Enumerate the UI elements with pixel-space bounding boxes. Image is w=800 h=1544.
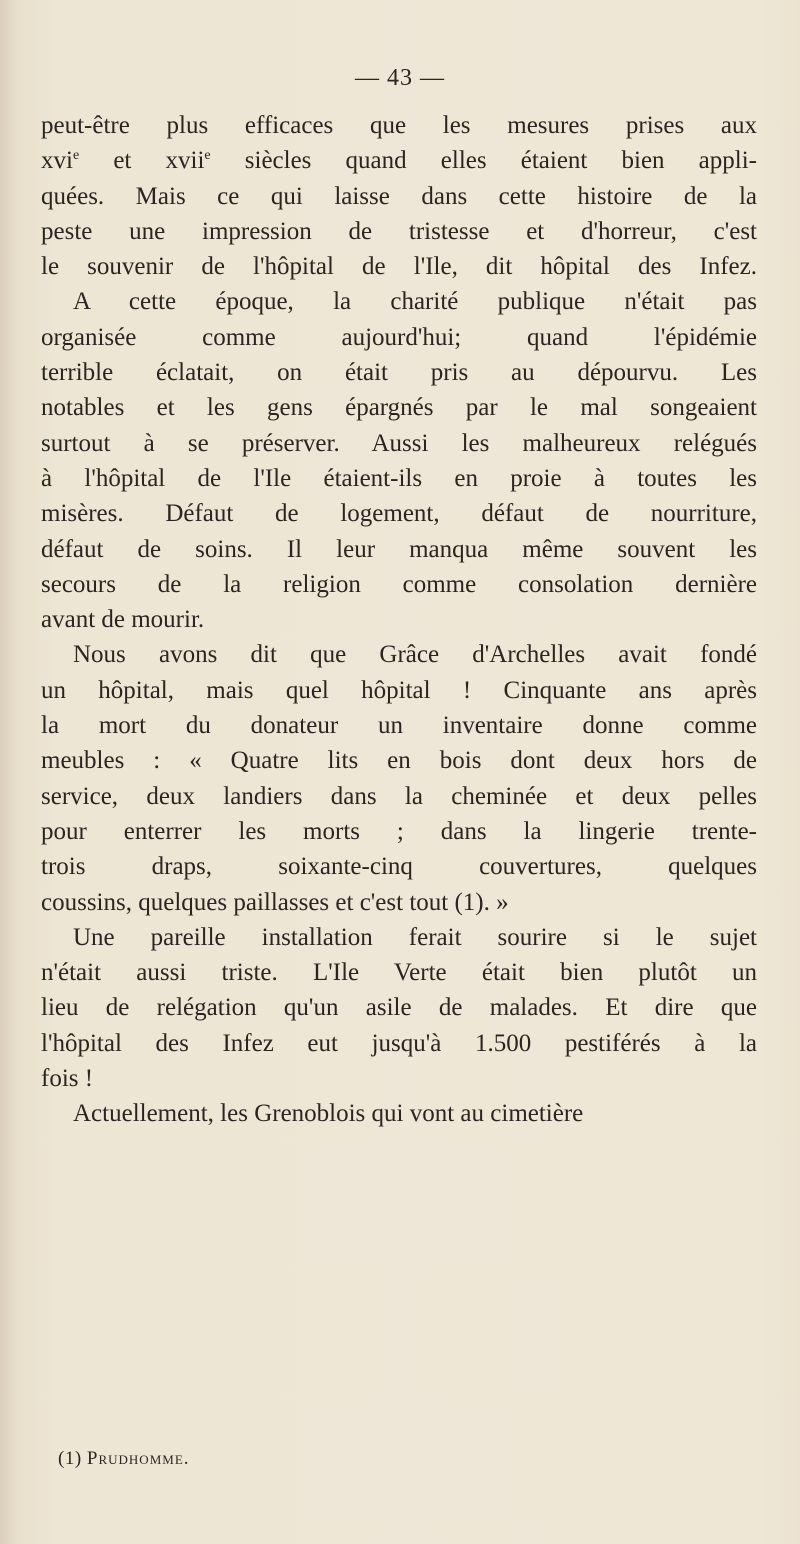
text-line: pour enterrer les morts ; dans la lingerie trente- (41, 817, 757, 845)
text-line: secours de la religion comme consolation dernière (41, 570, 757, 598)
text-line (41, 143, 757, 178)
century-numeral: xvi (41, 147, 73, 175)
text-line: notables et les gens épargnés par le mal songeaient (41, 394, 757, 422)
text-line: un hôpital, mais quel hôpital ! Cinquante ans après (41, 676, 757, 704)
text-line: coussins, quelques paillasses et c'est tout (1). » (41, 888, 509, 916)
text-line: A cette époque, la charité publique n'était pas (73, 288, 757, 316)
text-line: n'était aussi triste. L'Ile Verte était bien plutôt un (41, 959, 757, 987)
text-fragment: siècles quand elles étaient bien appli- (244, 147, 757, 175)
text-line: misères. Défaut de logement, défaut de nourriture, (41, 500, 757, 528)
text-line: Actuellement, les Grenoblois qui vont au cimetière (73, 1100, 584, 1128)
text-line: fois ! (41, 1065, 94, 1093)
text-line: Une pareille installation ferait sourire si le sujet (73, 923, 757, 951)
text-line: défaut de soins. Il leur manqua même souvent les (41, 535, 757, 563)
century-suffix: e (204, 148, 211, 164)
text-line: terrible éclatait, on était pris au dépourvu. Les (41, 359, 757, 387)
text-line: Nous avons dit que Grâce d'Archelles avait fondé (73, 641, 757, 669)
text-fragment: et (113, 147, 132, 175)
footnote (58, 1448, 190, 1470)
body-text (41, 108, 757, 1132)
text-line: avant de mourir. (41, 606, 205, 634)
text-line: quées. Mais ce qui laisse dans cette histoire de la (41, 182, 757, 210)
text-line: la mort du donateur un inventaire donne comme (41, 712, 757, 740)
footnote-author: Prudhomme. (86, 1448, 190, 1469)
text-line: à l'hôpital de l'Ile étaient-ils en proie à toutes les (41, 464, 757, 492)
text-line: surtout à se préserver. Aussi les malheureux relégués (41, 429, 757, 457)
text-line: peste une impression de tristesse et d'horreur, c'est (41, 217, 757, 245)
text-line: peut-être plus efficaces que les mesures prises aux (41, 112, 757, 139)
century-numeral: xvii (165, 147, 205, 175)
text-line: trois draps, soixante-cinq couvertures, quelques (41, 853, 757, 881)
text-line: organisée comme aujourd'hui; quand l'épidémie (41, 323, 757, 351)
century-suffix: e (72, 148, 80, 164)
page-number: — 43 — (355, 65, 445, 91)
text-line: lieu de relégation qu'un asile de malades. Et dire que (41, 994, 757, 1022)
text-line: meubles : « Quatre lits en bois dont deux hors de (41, 747, 757, 775)
text-line: service, deux landiers dans la cheminée et deux pelles (41, 782, 757, 810)
text-line: le souvenir de l'hôpital de l'Ile, dit hôpital des Infez. (41, 253, 757, 281)
footnote-marker: (1) (58, 1448, 82, 1469)
text-line: l'hôpital des Infez eut jusqu'à 1.500 pestiférés à la (41, 1029, 757, 1057)
